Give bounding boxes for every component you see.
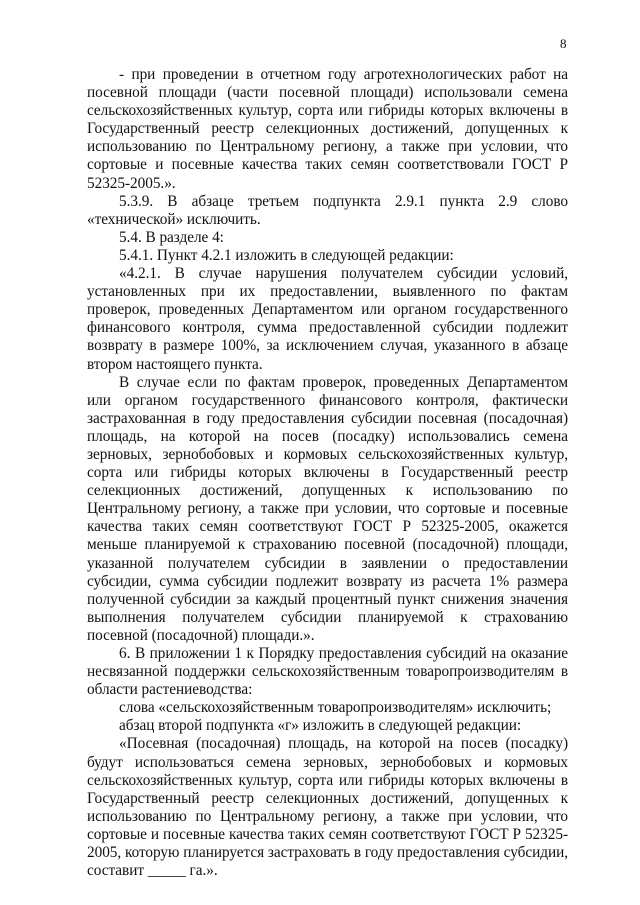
paragraph-5-4: 5.4. В разделе 4: — [119, 228, 224, 246]
paragraph-refund-calculation: В случае если по фактам проверок, проведенных Департаментом или органом государственного финансового контроля, фактически застрахованная в году предоставления субсидии посевная (посадочная) площадь, на которой на посев (посадку) использовались семена зерновых, зернобобовых и кормовых сельскохозяйственных культур, сорта или гибриды которых включены в Государственный реестр селекционных достижений, допущенных к использованию по Центральному региону, а также при условии, что сортовые и посевные качества таких семян соответствуют ГОСТ Р 52325-2005, окажется меньше планируемой к страхованию посевной (посадочной) площади, указанной получателем субсидии в заявлении о предоставлении субсидии, сумма субсидии подлежит возврату из расчета 1% размера полученной субсидии за каждый процентный пункт снижения значения выполнения получателем субсидии планируемой к страхованию посевной (посадочной) площади.». — [87, 373, 568, 644]
paragraph-seed-condition: - при проведении в отчетном году агротехнологических работ на посевной площади (части посевной площади) использовали семена сельскохозяйственных культур, сорта или гибриды которых включены в Государственный реестр селекционных достижений, допущенных к использованию по Центральному региону, а также при условии, что сортовые и посевные качества таких семян соответствовали ГОСТ Р 52325-2005.». — [87, 66, 568, 192]
paragraph-5-4-1: 5.4.1. Пункт 4.2.1 изложить в следующей редакции: — [119, 246, 454, 264]
paragraph-appendix-1: 6. В приложении 1 к Порядку предоставления субсидий на оказание несвязанной поддержки сельскохозяйственным товаропроизводителям в области растениеводства: — [87, 645, 568, 699]
paragraph-planned-area: «Посевная (посадочная) площадь, на которой на посев (посадку) будут использоваться семена зерновых, зернобобовых и кормовых сельскохозяйственных культур, сорта или гибриды которых включены в Государственный реестр селекционных достижений, допущенных к использованию по Центральному региону, а также при условии, что сортовые и посевные качества таких семян соответствуют ГОСТ Р 52325-2005, которую планируется застраховать в году предоставления субсидии, составит _____ га.». — [87, 735, 568, 880]
paragraph-words-exclude: слова «сельскохозяйственным товаропроизводителям» исключить; — [119, 699, 552, 717]
paragraph-4-2-1: «4.2.1. В случае нарушения получателем субсидии условий, установленных при их предоставлении, выявленного по фактам проверок, проведенных Департаментом или органом государственного финансового контроля, сумма предоставленной субсидии подлежит возврату в размере 100%, за исключением случая, указанного в абзаце втором настоящего пункта. — [87, 265, 568, 373]
page-number: 8 — [560, 36, 567, 51]
paragraph-5-3-9: 5.3.9. В абзаце третьем подпункта 2.9.1 пункта 2.9 слово «технической» исключить. — [87, 192, 568, 228]
paragraph-subitem-g: абзац второй подпункта «г» изложить в следующей редакции: — [119, 717, 522, 735]
document-body — [87, 66, 568, 880]
